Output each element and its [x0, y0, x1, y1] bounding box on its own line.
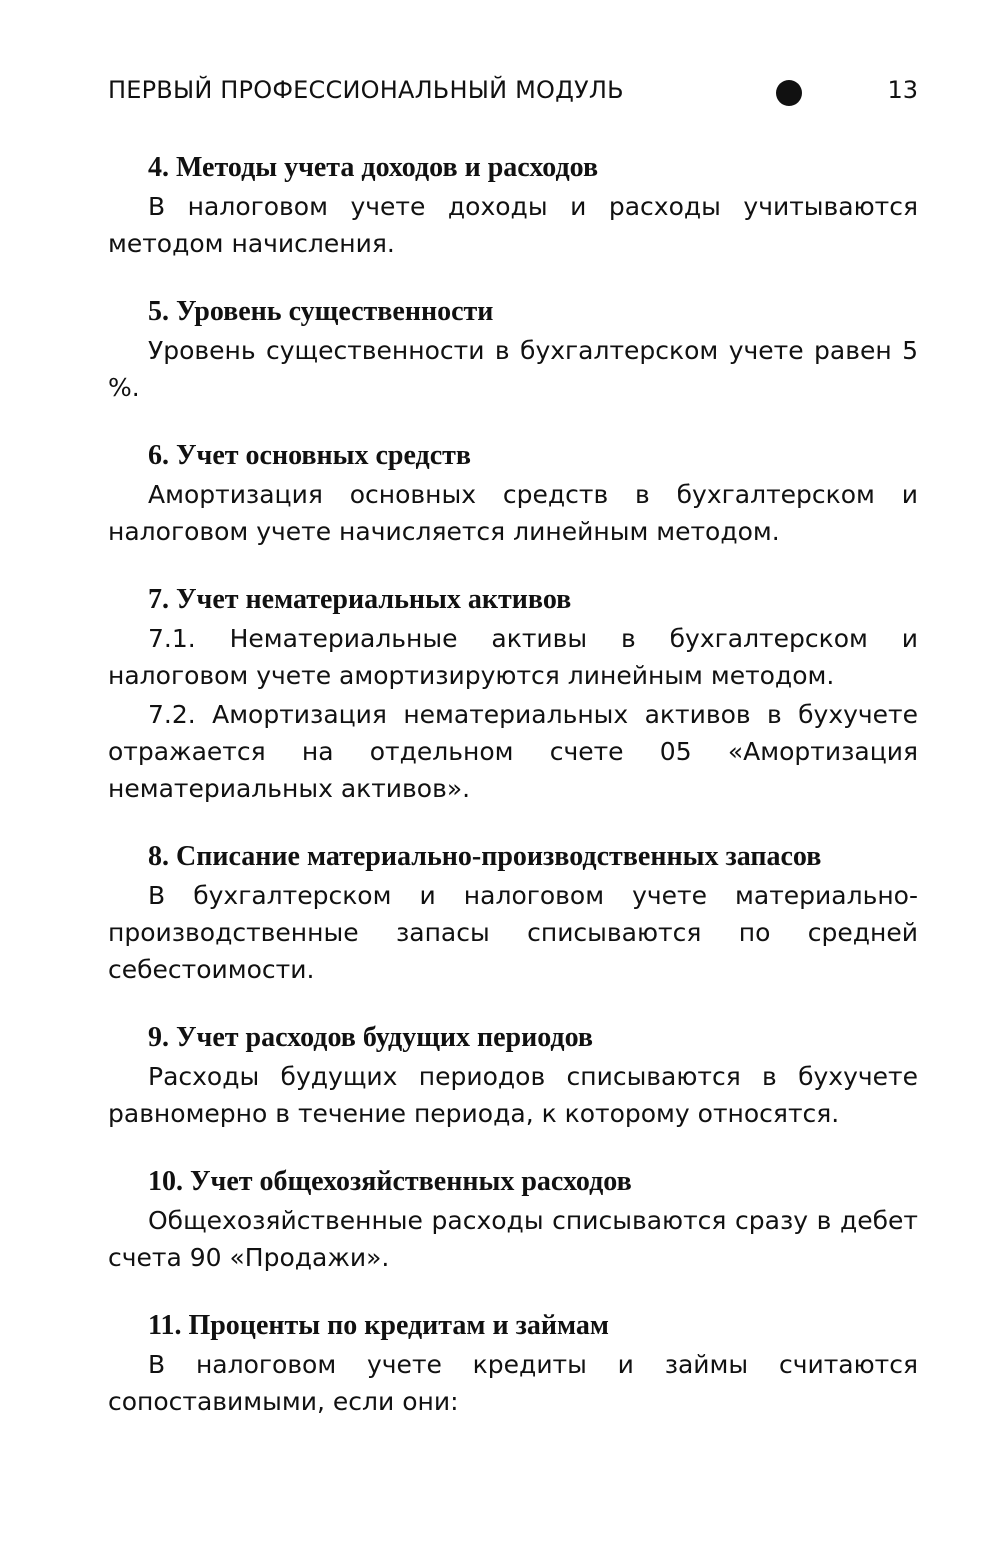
page-body [108, 150, 918, 1452]
section-paragraph: 7.1. Нематериальные активы в бухгалтерском и налоговом учете амортизируются линейным методом. [108, 624, 918, 690]
section-paragraph: Амортизация основных средств в бухгалтерском и налоговом учете начисляется линейным методом. [108, 480, 918, 546]
page-number: 13 [887, 76, 918, 104]
section-paragraph: В бухгалтерском и налоговом учете материально-производственные запасы списываются по средней себестоимости. [108, 881, 918, 984]
section-heading: 11. Проценты по кредитам и займам [148, 1310, 609, 1341]
section-4 [108, 150, 918, 262]
section-paragraph: В налоговом учете кредиты и займы считаются сопоставимыми, если они: [108, 1350, 918, 1416]
section-10 [108, 1164, 918, 1276]
section-8 [108, 839, 918, 988]
section-heading: 4. Методы учета доходов и расходов [148, 152, 599, 183]
section-paragraph: В налоговом учете доходы и расходы учитываются методом начисления. [108, 192, 918, 258]
section-paragraph: Общехозяйственные расходы списываются сразу в дебет счета 90 «Продажи». [108, 1206, 918, 1272]
section-11 [108, 1308, 918, 1420]
section-heading: 8. Списание материально-производственных запасов [148, 841, 822, 872]
section-heading: 7. Учет нематериальных активов [148, 584, 572, 615]
bullet-icon [776, 80, 802, 106]
section-6 [108, 438, 918, 550]
running-header [108, 74, 918, 110]
section-9 [108, 1020, 918, 1132]
section-paragraph: Расходы будущих периодов списываются в бухучете равномерно в течение периода, к которому относятся. [108, 1062, 918, 1128]
running-title: ПЕРВЫЙ ПРОФЕССИОНАЛЬНЫЙ МОДУЛЬ [108, 76, 624, 104]
section-heading: 9. Учет расходов будущих периодов [148, 1022, 594, 1053]
section-5 [108, 294, 918, 406]
section-7 [108, 582, 918, 807]
section-paragraph: Уровень существенности в бухгалтерском учете равен 5 %. [108, 336, 918, 402]
section-heading: 5. Уровень существенности [148, 296, 494, 327]
section-heading: 10. Учет общехозяйственных расходов [148, 1166, 632, 1197]
section-paragraph: 7.2. Амортизация нематериальных активов в бухучете отражается на отдельном счете 05 «Амортизация нематериальных активов». [108, 700, 918, 803]
section-heading: 6. Учет основных средств [148, 440, 472, 471]
